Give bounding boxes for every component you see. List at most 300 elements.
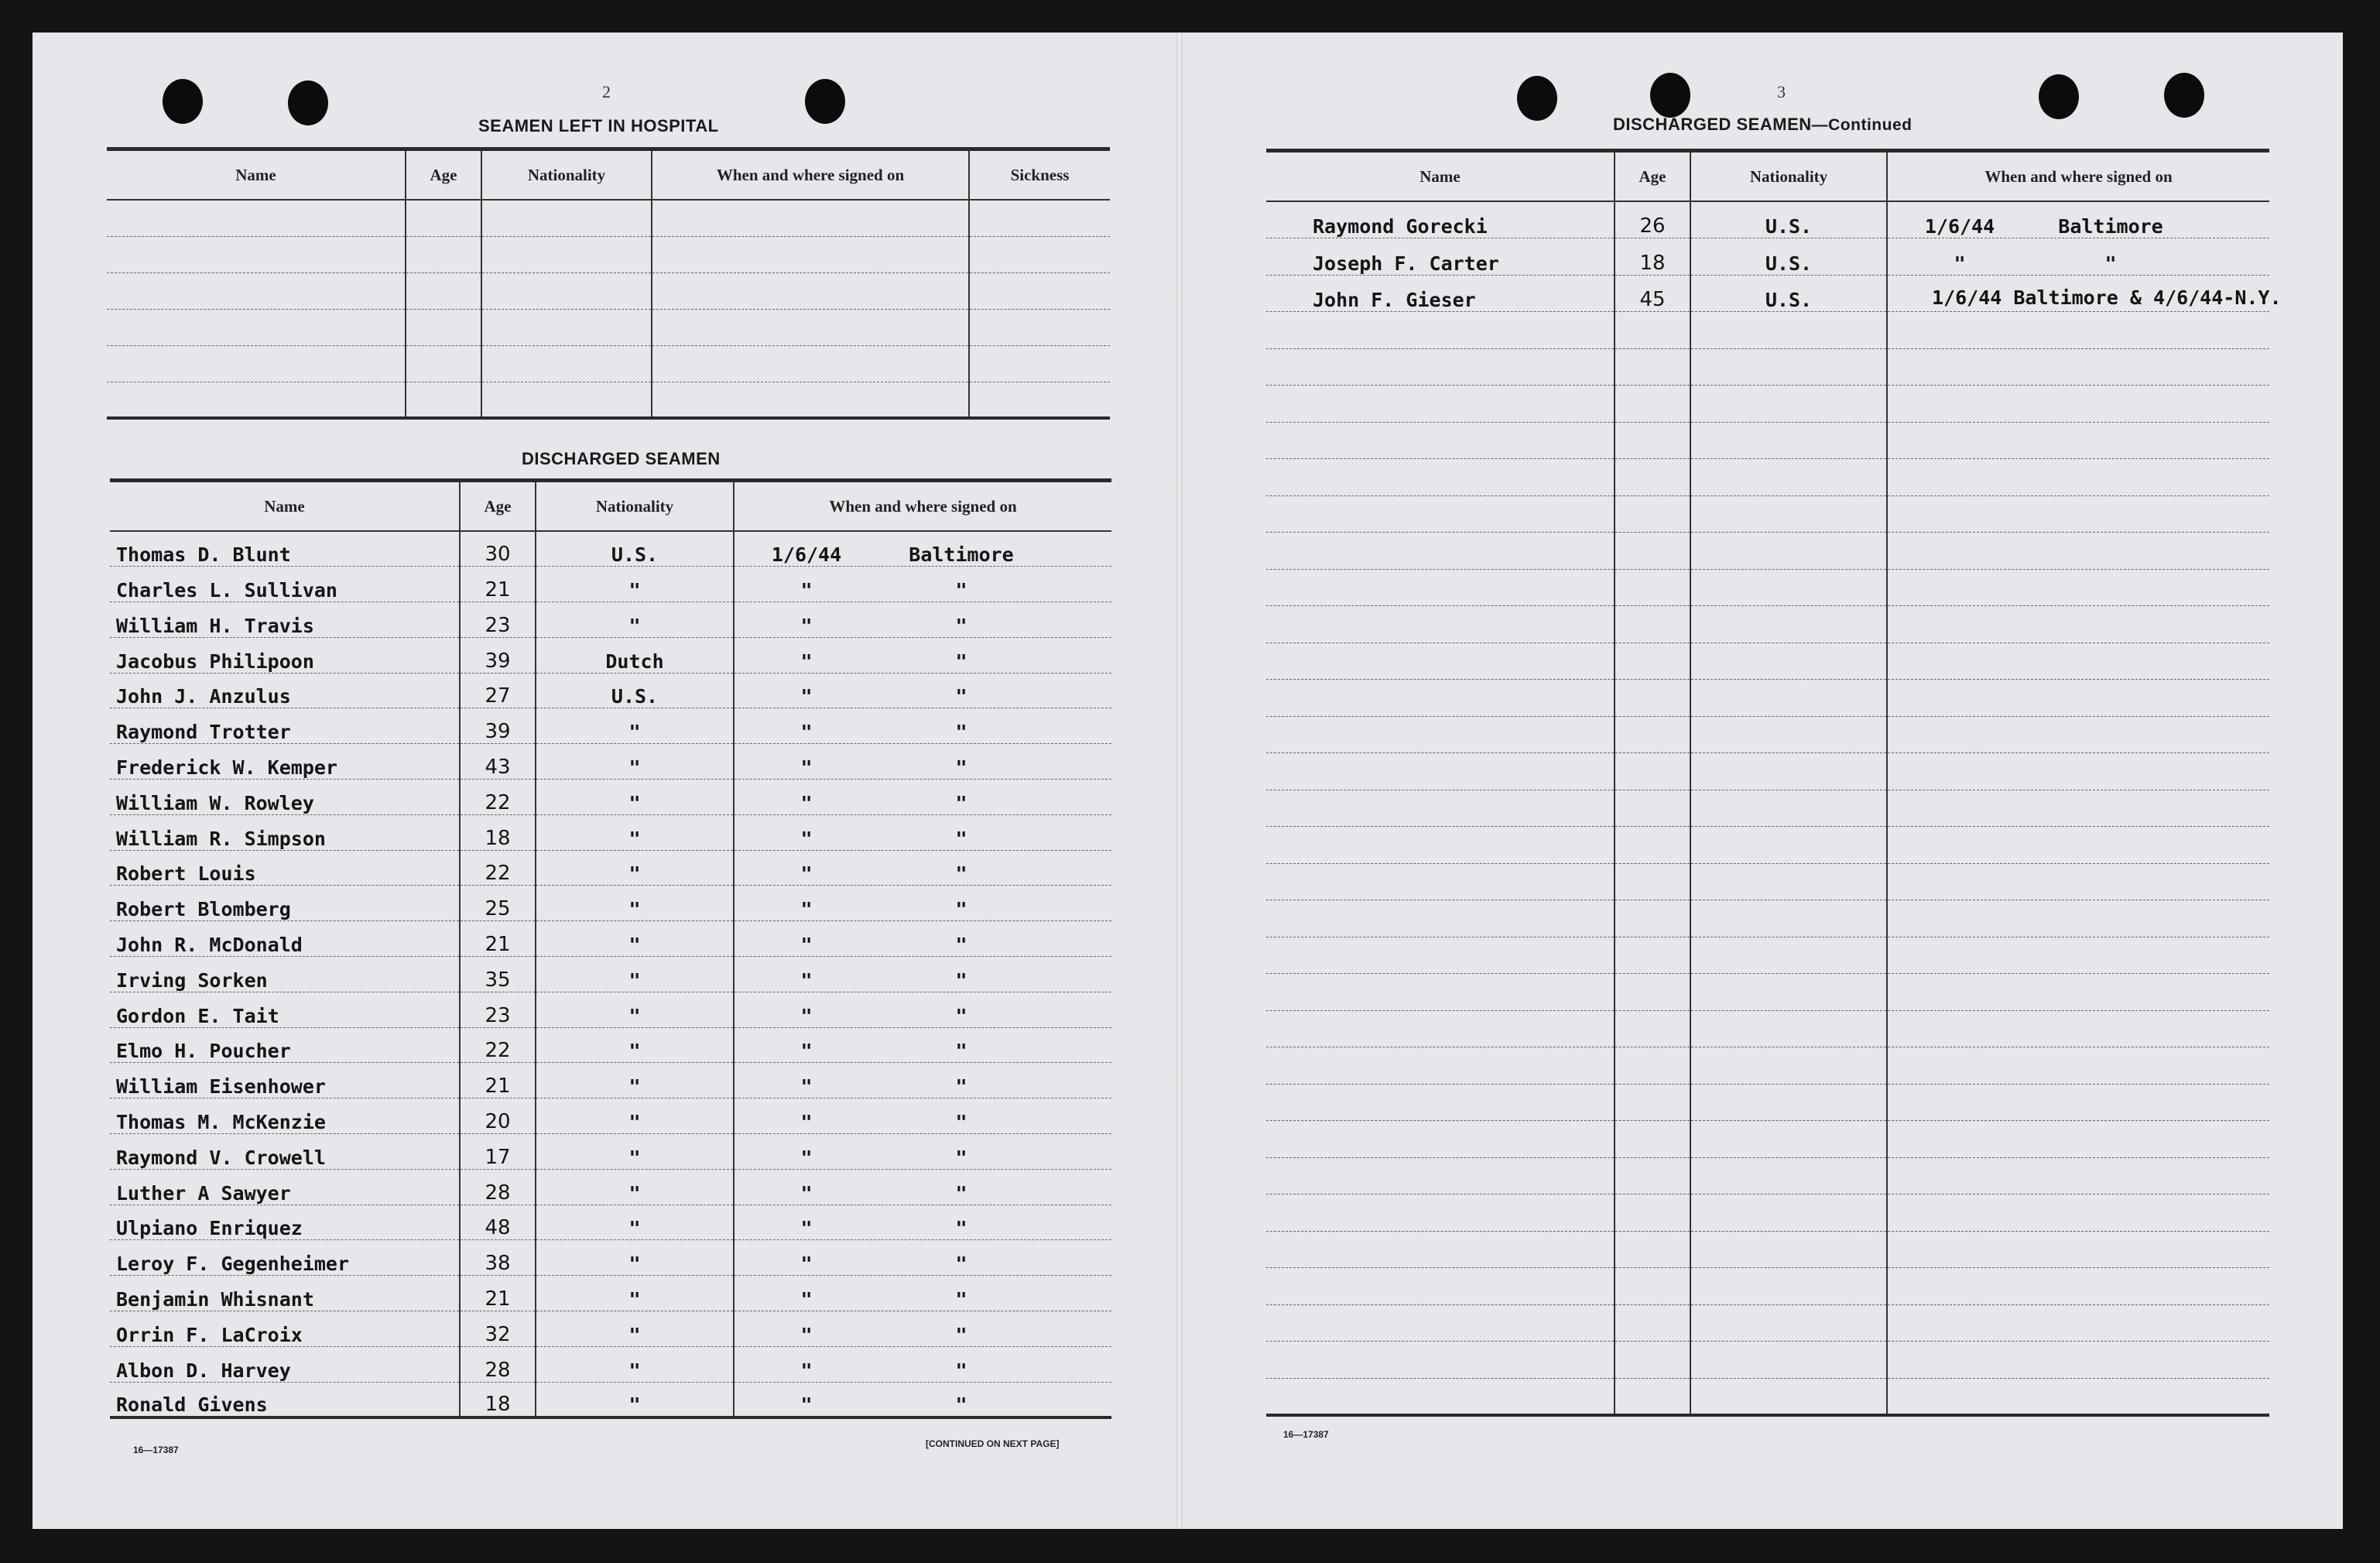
signed-on-place: " <box>955 791 967 814</box>
empty-cell <box>1266 1268 1615 1305</box>
table-row <box>110 814 1111 850</box>
signed-on-date: 1/6/44 <box>771 543 842 567</box>
empty-cell <box>1615 459 1690 496</box>
empty-cell <box>1887 348 2269 386</box>
empty-cell <box>1615 716 1690 753</box>
seaman-nationality: " <box>536 1027 734 1063</box>
empty-cell <box>406 272 481 309</box>
empty-cell <box>1615 974 1690 1011</box>
signed-on-place: " <box>955 1075 967 1099</box>
empty-cell <box>1887 1084 2269 1121</box>
seaman-name: Luther A Sawyer <box>110 1169 460 1205</box>
empty-cell <box>107 382 406 418</box>
table-row <box>110 744 1111 780</box>
empty-cell <box>1887 1121 2269 1158</box>
signed-on-date: " <box>800 1181 813 1205</box>
empty-cell <box>1690 1121 1887 1158</box>
empty-cell <box>1887 386 2269 423</box>
seaman-name: John R. McDonald <box>110 921 460 957</box>
empty-cell <box>969 345 1110 382</box>
seaman-name: Gordon E. Tait <box>110 992 460 1027</box>
empty-cell <box>1887 422 2269 459</box>
seaman-signed-on <box>734 1134 1111 1170</box>
empty-cell <box>652 200 969 236</box>
empty-cell <box>1887 680 2269 717</box>
signed-on-date: " <box>800 1288 813 1311</box>
seaman-age: 18 <box>460 814 536 850</box>
table-row <box>110 1205 1111 1240</box>
empty-cell <box>652 309 969 345</box>
discharged-continued-title <box>1613 115 1912 135</box>
seaman-age: 20 <box>460 1099 536 1134</box>
empty-cell <box>406 236 481 272</box>
seaman-signed-on <box>734 1382 1111 1417</box>
empty-cell <box>1887 1304 2269 1342</box>
empty-cell <box>1690 386 1887 423</box>
signed-on-date: " <box>800 1075 813 1099</box>
empty-cell <box>1266 1231 1615 1268</box>
discharged-table <box>110 478 1111 1419</box>
seaman-signed-on <box>734 886 1111 921</box>
empty-cell <box>1887 827 2269 864</box>
table-row <box>110 1134 1111 1170</box>
seaman-signed-on <box>734 1027 1111 1063</box>
col-header-age: Age <box>460 481 536 532</box>
table-row <box>1266 716 2269 753</box>
seaman-nationality: " <box>536 602 734 638</box>
seaman-age: 38 <box>460 1240 536 1276</box>
empty-cell <box>1615 422 1690 459</box>
empty-cell <box>1615 827 1690 864</box>
table-row <box>1266 386 2269 423</box>
signed-on-place: " <box>955 862 967 886</box>
empty-cell <box>1615 790 1690 827</box>
table-row <box>110 992 1111 1027</box>
empty-cell <box>1690 937 1887 974</box>
empty-cell <box>1266 1378 1615 1415</box>
seaman-nationality: U.S. <box>1690 201 1887 238</box>
seaman-age: 28 <box>460 1169 536 1205</box>
table-row <box>1266 937 2269 974</box>
empty-cell <box>652 272 969 309</box>
table-row <box>107 345 1110 382</box>
signed-on-date: " <box>800 721 813 744</box>
empty-cell <box>1615 680 1690 717</box>
empty-cell <box>1690 827 1887 864</box>
table-row <box>110 1169 1111 1205</box>
empty-cell <box>1887 459 2269 496</box>
signed-on-place: " <box>955 898 967 921</box>
empty-cell <box>1615 312 1690 349</box>
empty-cell <box>1887 533 2269 570</box>
seaman-age: 43 <box>460 744 536 780</box>
empty-cell <box>1690 1378 1887 1415</box>
signed-on-place: " <box>955 650 967 673</box>
seaman-nationality: " <box>536 1240 734 1276</box>
empty-cell <box>481 345 652 382</box>
empty-cell <box>1266 1195 1615 1232</box>
table-row <box>1266 680 2269 717</box>
empty-cell <box>1690 753 1887 790</box>
col-header-signed-on: When and where signed on <box>652 149 969 201</box>
col-header-name: Name <box>107 149 406 201</box>
table-row <box>107 309 1110 345</box>
table-row <box>107 236 1110 272</box>
seaman-signed-on <box>734 1063 1111 1099</box>
table-row <box>1266 201 2269 238</box>
empty-cell <box>1615 1268 1690 1305</box>
empty-cell <box>1266 937 1615 974</box>
signed-on-place: Baltimore <box>909 543 1014 567</box>
seaman-signed-on <box>734 992 1111 1027</box>
empty-cell <box>406 382 481 418</box>
signed-on-place: " <box>955 1040 967 1063</box>
seaman-signed-on <box>734 531 1111 567</box>
seaman-name: Benjamin Whisnant <box>110 1276 460 1311</box>
seaman-name: John F. Gieser <box>1266 275 1615 312</box>
empty-cell <box>1690 1268 1887 1305</box>
empty-cell <box>1266 1342 1615 1379</box>
empty-cell <box>1690 1195 1887 1232</box>
seaman-age: 18 <box>1615 238 1690 276</box>
table-row <box>110 1063 1111 1099</box>
seaman-name: Raymond Trotter <box>110 708 460 744</box>
empty-cell <box>1266 1084 1615 1121</box>
table-row <box>110 567 1111 602</box>
empty-cell <box>1615 569 1690 606</box>
seaman-nationality: " <box>536 1063 734 1099</box>
empty-cell <box>1887 1010 2269 1047</box>
empty-cell <box>1690 1084 1887 1121</box>
seaman-age: 21 <box>460 1063 536 1099</box>
seaman-nationality: " <box>536 1169 734 1205</box>
col-header-sickness: Sickness <box>969 149 1110 201</box>
table-row <box>110 602 1111 638</box>
signed-on-place: " <box>955 685 967 708</box>
page-fold <box>1176 33 1183 1529</box>
empty-cell <box>1266 1047 1615 1085</box>
seaman-age: 45 <box>1615 275 1690 312</box>
signed-on-date: " <box>800 827 813 850</box>
table-row <box>110 531 1111 567</box>
seaman-signed-on <box>734 1240 1111 1276</box>
empty-cell <box>1887 974 2269 1011</box>
seaman-age: 26 <box>1615 201 1690 238</box>
seaman-age: 21 <box>460 921 536 957</box>
empty-cell <box>1887 790 2269 827</box>
signed-on-date: " <box>800 1253 813 1276</box>
empty-cell <box>1266 569 1615 606</box>
signed-on-place: " <box>955 1111 967 1134</box>
table-row <box>1266 238 2269 276</box>
seaman-age: 30 <box>460 531 536 567</box>
empty-cell <box>1690 974 1887 1011</box>
seaman-name: Thomas D. Blunt <box>110 531 460 567</box>
empty-cell <box>1887 900 2269 937</box>
empty-cell <box>406 200 481 236</box>
table-row <box>1266 974 2269 1011</box>
signed-on-date: " <box>800 1146 813 1169</box>
table-row <box>1266 1047 2269 1085</box>
empty-cell <box>1615 533 1690 570</box>
empty-cell <box>1887 643 2269 680</box>
seaman-nationality: Dutch <box>536 637 734 673</box>
seaman-signed-on <box>1887 201 2269 238</box>
empty-cell <box>652 345 969 382</box>
table-row <box>110 1382 1111 1417</box>
empty-cell <box>1887 937 2269 974</box>
empty-cell <box>1887 716 2269 753</box>
empty-cell <box>1266 974 1615 1011</box>
seaman-nationality: " <box>536 992 734 1027</box>
empty-cell <box>107 272 406 309</box>
seaman-name: Leroy F. Gegenheimer <box>110 1240 460 1276</box>
empty-cell <box>1887 312 2269 349</box>
signed-on-date: " <box>800 579 813 602</box>
seaman-signed-on <box>734 921 1111 957</box>
punch-hole-4 <box>1517 76 1557 121</box>
seaman-name: Ronald Givens <box>110 1382 460 1417</box>
empty-cell <box>1615 1047 1690 1085</box>
table-row <box>1266 900 2269 937</box>
empty-cell <box>1615 495 1690 533</box>
table-row <box>107 272 1110 309</box>
signed-on-place: " <box>955 827 967 850</box>
empty-cell <box>1615 1231 1690 1268</box>
empty-cell <box>1615 1195 1690 1232</box>
signed-on-place: " <box>955 721 967 744</box>
empty-cell <box>1690 606 1887 643</box>
signed-on-date: " <box>800 791 813 814</box>
seaman-nationality: U.S. <box>1690 238 1887 276</box>
signed-on-place: " <box>955 1217 967 1240</box>
signed-on-date: " <box>800 862 813 886</box>
empty-cell <box>1266 863 1615 900</box>
signed-on-place: " <box>955 968 967 992</box>
seaman-name: Thomas M. McKenzie <box>110 1099 460 1134</box>
empty-cell <box>1887 495 2269 533</box>
empty-cell <box>1266 643 1615 680</box>
empty-cell <box>1887 1231 2269 1268</box>
empty-cell <box>1690 1304 1887 1342</box>
signed-on-place: " <box>955 1359 967 1382</box>
empty-cell <box>1615 1121 1690 1158</box>
empty-cell <box>1690 533 1887 570</box>
seaman-name: Albon D. Harvey <box>110 1346 460 1382</box>
seaman-name: Robert Blomberg <box>110 886 460 921</box>
empty-cell <box>1266 827 1615 864</box>
seaman-nationality: U.S. <box>536 673 734 708</box>
seaman-nationality: " <box>536 780 734 815</box>
empty-cell <box>1887 569 2269 606</box>
signed-on-place: " <box>955 756 967 780</box>
empty-cell <box>1266 459 1615 496</box>
table-row <box>110 957 1111 992</box>
signed-on-place: " <box>955 614 967 637</box>
seaman-name: William R. Simpson <box>110 814 460 850</box>
table-row <box>1266 1342 2269 1379</box>
empty-cell <box>1615 348 1690 386</box>
signed-on-place: " <box>955 579 967 602</box>
seaman-nationality: " <box>536 921 734 957</box>
signed-on-date: " <box>800 650 813 673</box>
seaman-nationality: U.S. <box>536 531 734 567</box>
table-row <box>110 1276 1111 1311</box>
seaman-nationality: " <box>536 1205 734 1240</box>
col-header-nationality: Nationality <box>536 481 734 532</box>
signed-on-place: " <box>955 1146 967 1169</box>
col-header-name: Name <box>1266 151 1615 202</box>
empty-cell <box>1690 348 1887 386</box>
seaman-signed-on <box>734 744 1111 780</box>
col-header-age: Age <box>406 149 481 201</box>
hospital-table <box>107 147 1110 420</box>
empty-cell <box>1266 680 1615 717</box>
table-row <box>1266 533 2269 570</box>
empty-cell <box>1690 863 1887 900</box>
signed-on-date: " <box>1954 252 1966 275</box>
seaman-age: 39 <box>460 637 536 673</box>
signed-on-date: " <box>800 1323 813 1346</box>
empty-cell <box>1690 312 1887 349</box>
seaman-nationality: " <box>536 957 734 992</box>
page-number-right: 3 <box>1777 82 1786 101</box>
seaman-nationality: " <box>536 1134 734 1170</box>
seaman-age: 21 <box>460 1276 536 1311</box>
empty-cell <box>1887 753 2269 790</box>
signed-on-place: " <box>955 1288 967 1311</box>
form-number-right: 16—17387 <box>1283 1429 1329 1440</box>
empty-cell <box>107 309 406 345</box>
empty-cell <box>1690 1047 1887 1085</box>
page-number-left: 2 <box>602 82 611 101</box>
empty-cell <box>1615 753 1690 790</box>
empty-cell <box>969 200 1110 236</box>
seaman-age: 27 <box>460 673 536 708</box>
empty-cell <box>1266 900 1615 937</box>
continued-note: [CONTINUED ON NEXT PAGE] <box>926 1438 1060 1449</box>
table-row <box>1266 1157 2269 1195</box>
signed-on-place: " <box>955 1004 967 1027</box>
empty-cell <box>1887 606 2269 643</box>
col-header-nationality: Nationality <box>481 149 652 201</box>
seaman-age: 23 <box>460 992 536 1027</box>
empty-cell <box>1266 606 1615 643</box>
seaman-name: Raymond V. Crowell <box>110 1134 460 1170</box>
seaman-signed-on <box>734 1311 1111 1347</box>
empty-cell <box>1887 1342 2269 1379</box>
empty-cell <box>1266 1010 1615 1047</box>
seaman-age: 48 <box>460 1205 536 1240</box>
seaman-age: 28 <box>460 1346 536 1382</box>
empty-cell <box>1887 1268 2269 1305</box>
empty-cell <box>1615 1084 1690 1121</box>
punch-hole-6 <box>2039 74 2079 119</box>
signed-on-date: " <box>800 756 813 780</box>
table-row <box>1266 495 2269 533</box>
title-main: DISCHARGED SEAMEN <box>1613 115 1812 134</box>
empty-cell <box>1615 1304 1690 1342</box>
empty-cell <box>1615 937 1690 974</box>
empty-cell <box>481 272 652 309</box>
form-number-left: 16—17387 <box>133 1445 179 1455</box>
seaman-signed-on <box>734 814 1111 850</box>
empty-cell <box>406 309 481 345</box>
empty-cell <box>1615 900 1690 937</box>
seaman-signed-on <box>734 850 1111 886</box>
table-row <box>1266 569 2269 606</box>
seaman-nationality: " <box>536 1099 734 1134</box>
empty-cell <box>1690 569 1887 606</box>
table-row <box>110 1027 1111 1063</box>
empty-cell <box>1266 716 1615 753</box>
empty-cell <box>1690 1157 1887 1195</box>
empty-cell <box>1690 680 1887 717</box>
empty-cell <box>1690 1342 1887 1379</box>
table-row <box>110 921 1111 957</box>
seaman-nationality: " <box>536 1346 734 1382</box>
hospital-section-title: SEAMEN LEFT IN HOSPITAL <box>478 116 719 135</box>
seaman-age: 22 <box>460 850 536 886</box>
seaman-nationality: " <box>536 1276 734 1311</box>
seaman-nationality: " <box>536 744 734 780</box>
empty-cell <box>1690 459 1887 496</box>
table-row <box>1266 1304 2269 1342</box>
table-row <box>1266 1378 2269 1415</box>
seaman-signed-on <box>734 708 1111 744</box>
empty-cell <box>1690 790 1887 827</box>
col-header-name: Name <box>110 481 460 532</box>
table-row <box>110 1240 1111 1276</box>
table-row <box>110 850 1111 886</box>
table-row <box>1266 1231 2269 1268</box>
empty-cell <box>1615 386 1690 423</box>
col-header-signed-on: When and where signed on <box>1887 151 2269 202</box>
empty-cell <box>1690 1010 1887 1047</box>
signed-on-date: " <box>800 1111 813 1134</box>
empty-cell <box>652 236 969 272</box>
table-row <box>1266 1084 2269 1121</box>
seaman-signed-on <box>734 602 1111 638</box>
table-row <box>1266 348 2269 386</box>
signed-on-date: " <box>800 1217 813 1240</box>
discharged-section-title: DISCHARGED SEAMEN <box>522 449 721 468</box>
signed-on-place: Baltimore <box>2058 215 2163 238</box>
col-header-signed-on: When and where signed on <box>734 481 1111 532</box>
seaman-signed-on <box>734 567 1111 602</box>
seaman-age: 18 <box>460 1382 536 1417</box>
signed-on-place: " <box>955 1323 967 1346</box>
signed-on-date: " <box>800 898 813 921</box>
empty-cell <box>107 345 406 382</box>
empty-cell <box>1615 1010 1690 1047</box>
empty-cell <box>1887 863 2269 900</box>
seaman-age: 35 <box>460 957 536 992</box>
signed-on-date: " <box>800 1359 813 1382</box>
empty-cell <box>1266 386 1615 423</box>
punch-hole-3 <box>805 79 845 124</box>
signed-on-place: " <box>955 1393 967 1416</box>
empty-cell <box>1690 716 1887 753</box>
empty-cell <box>107 200 406 236</box>
signed-on-date: " <box>800 685 813 708</box>
table-row <box>110 1346 1111 1382</box>
empty-cell <box>1690 1231 1887 1268</box>
table-row <box>1266 863 2269 900</box>
punch-hole-1 <box>163 79 203 124</box>
seaman-name: Ulpiano Enriquez <box>110 1205 460 1240</box>
seaman-name: Orrin F. LaCroix <box>110 1311 460 1347</box>
